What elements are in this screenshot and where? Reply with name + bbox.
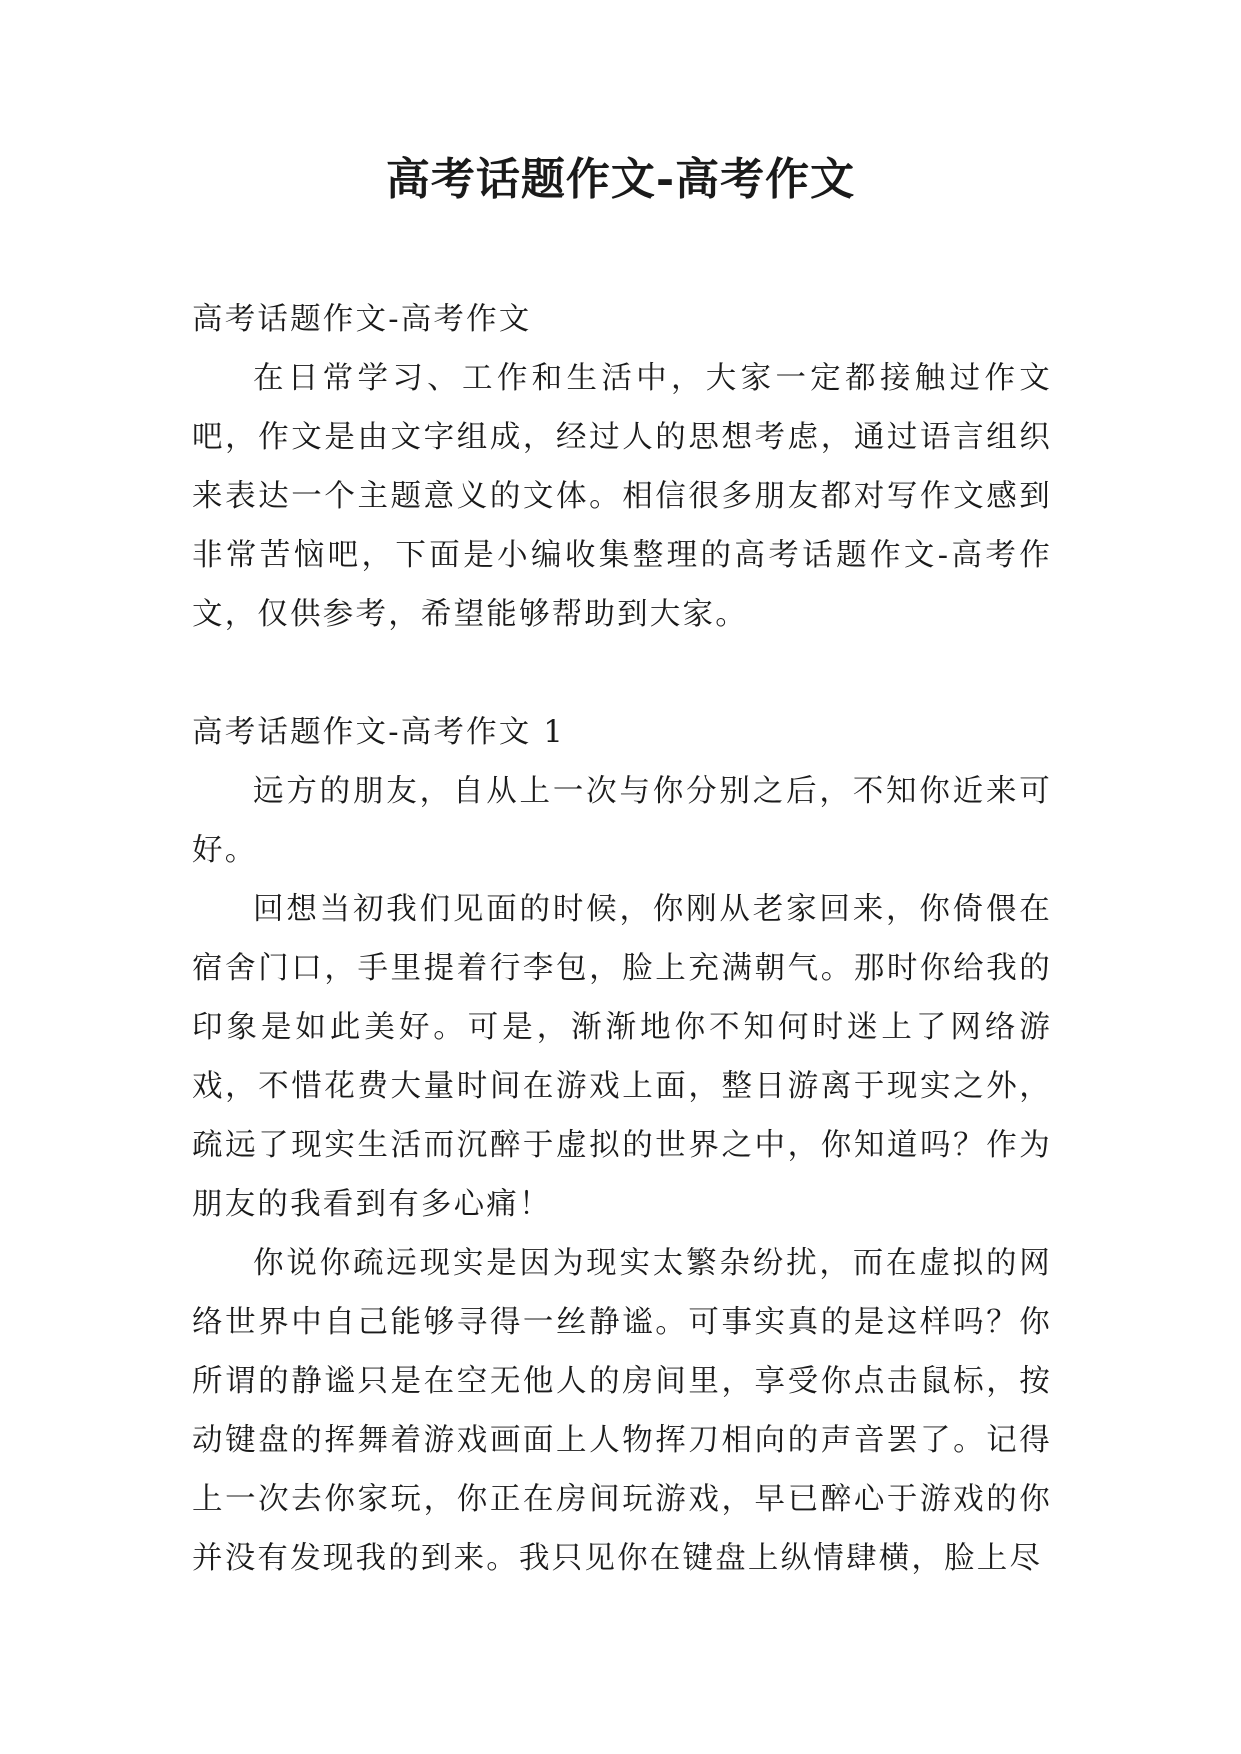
document-body: [192, 290, 1052, 1588]
intro-heading: 高考话题作文-高考作文: [192, 302, 532, 337]
body-paragraph-2: 回想当初我们见面的时候，你刚从老家回来，你倚偎在宿舍门口，手里提着行李包，脸上充满朝气。那时你给我的印象是如此美好。可是，渐渐地你不知何时迷上了网络游戏，不惜花费大量时间在游戏上面，整日游离于现实之外，疏远了现实生活而沉醉于虚拟的世界之中，你知道吗？作为朋友的我看到有多心痛！: [192, 892, 1052, 1222]
intro-paragraph: 在日常学习、工作和生活中，大家一定都接触过作文吧，作文是由文字组成，经过人的思想考虑，通过语言组织来表达一个主题意义的文体。相信很多朋友都对写作文感到非常苦恼吧，下面是小编收集整理的高考话题作文-高考作文，仅供参考，希望能够帮助到大家。: [192, 361, 1052, 632]
section-spacer: [192, 644, 1052, 703]
body-paragraph-3: 你说你疏远现实是因为现实太繁杂纷扰，而在虚拟的网络世界中自己能够寻得一丝静谧。可事实真的是这样吗？你所谓的静谧只是在空无他人的房间里，享受你点击鼠标，按动键盘的挥舞着游戏画面上人物挥刀相向的声音罢了。记得上一次去你家玩，你正在房间玩游戏，早已醉心于游戏的你并没有发现我的到来。我只见你在键盘上纵情肆横，脸上尽: [192, 1246, 1052, 1576]
section-heading: 高考话题作文-高考作文 1: [192, 715, 566, 750]
document-title: 高考话题作文-高考作文: [385, 154, 856, 205]
body-paragraph-1: 远方的朋友，自从上一次与你分别之后，不知你近来可好。: [192, 774, 1052, 868]
